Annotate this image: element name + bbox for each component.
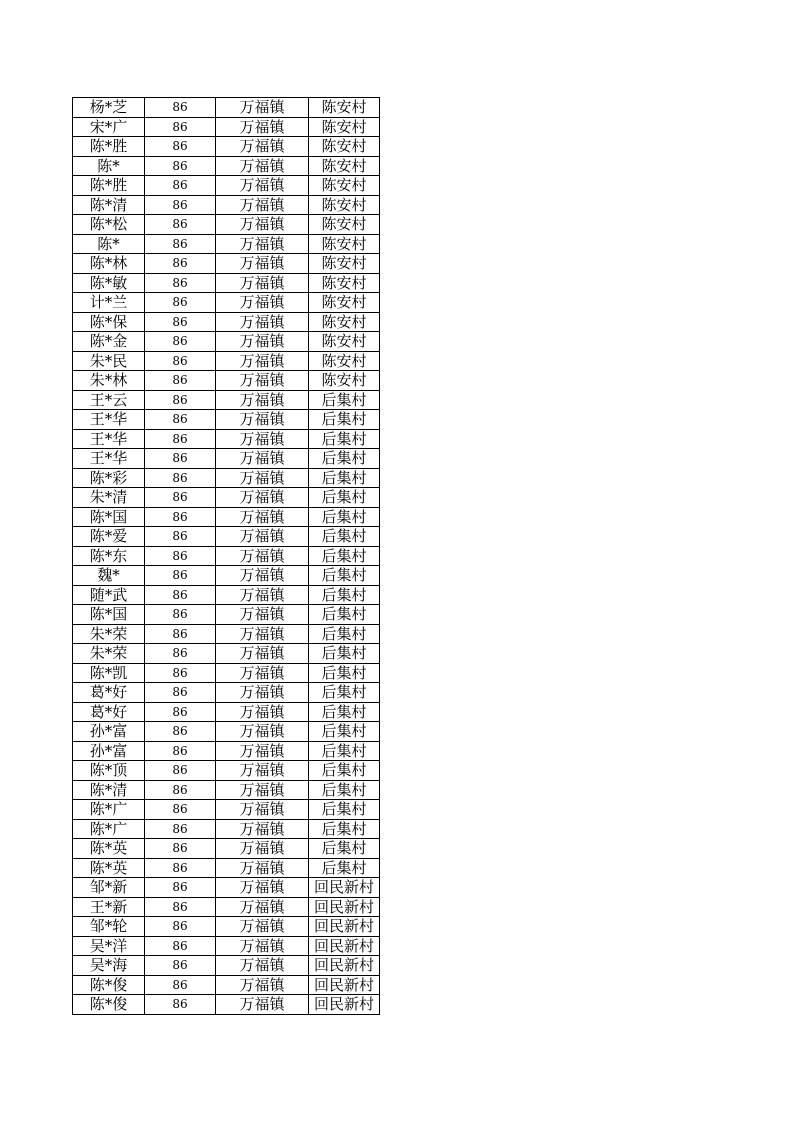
table-row [73,878,380,898]
table-row [73,761,380,781]
town-cell: 万福镇 [216,741,309,761]
number-cell: 86 [145,468,216,488]
name-cell: 邹*轮 [73,917,145,937]
data-table [72,97,380,1015]
table-row [73,215,380,235]
table-row [73,858,380,878]
number-cell: 86 [145,819,216,839]
number-cell: 86 [145,351,216,371]
village-cell: 回民新村 [309,917,380,937]
town-cell: 万福镇 [216,605,309,625]
table-row [73,195,380,215]
name-cell: 陈*清 [73,780,145,800]
village-cell: 回民新村 [309,878,380,898]
village-cell: 陈安村 [309,293,380,313]
town-cell: 万福镇 [216,878,309,898]
town-cell: 万福镇 [216,507,309,527]
name-cell: 葛*好 [73,683,145,703]
town-cell: 万福镇 [216,663,309,683]
number-cell: 86 [145,215,216,235]
number-cell: 86 [145,410,216,430]
name-cell: 陈*国 [73,507,145,527]
town-cell: 万福镇 [216,839,309,859]
name-cell: 陈*广 [73,800,145,820]
number-cell: 86 [145,605,216,625]
table-row [73,156,380,176]
name-cell: 陈*松 [73,215,145,235]
name-cell: 陈*英 [73,858,145,878]
number-cell: 86 [145,449,216,469]
town-cell: 万福镇 [216,332,309,352]
number-cell: 86 [145,234,216,254]
village-cell: 后集村 [309,507,380,527]
village-cell: 陈安村 [309,273,380,293]
town-cell: 万福镇 [216,956,309,976]
name-cell: 朱*清 [73,488,145,508]
number-cell: 86 [145,546,216,566]
number-cell: 86 [145,371,216,391]
name-cell: 陈*彩 [73,468,145,488]
table-body [73,98,380,1015]
name-cell: 吴*洋 [73,936,145,956]
number-cell: 86 [145,858,216,878]
town-cell: 万福镇 [216,624,309,644]
town-cell: 万福镇 [216,488,309,508]
number-cell: 86 [145,137,216,157]
town-cell: 万福镇 [216,195,309,215]
town-cell: 万福镇 [216,156,309,176]
table-row [73,332,380,352]
village-cell: 后集村 [309,488,380,508]
number-cell: 86 [145,956,216,976]
village-cell: 陈安村 [309,176,380,196]
town-cell: 万福镇 [216,527,309,547]
number-cell: 86 [145,702,216,722]
town-cell: 万福镇 [216,683,309,703]
town-cell: 万福镇 [216,449,309,469]
name-cell: 陈*保 [73,312,145,332]
village-cell: 回民新村 [309,936,380,956]
town-cell: 万福镇 [216,995,309,1015]
name-cell: 陈*东 [73,546,145,566]
village-cell: 后集村 [309,663,380,683]
table-row [73,936,380,956]
village-cell: 后集村 [309,761,380,781]
name-cell: 王*华 [73,429,145,449]
town-cell: 万福镇 [216,410,309,430]
town-cell: 万福镇 [216,858,309,878]
village-cell: 后集村 [309,468,380,488]
town-cell: 万福镇 [216,98,309,118]
table-row [73,117,380,137]
number-cell: 86 [145,312,216,332]
town-cell: 万福镇 [216,176,309,196]
table-row [73,351,380,371]
name-cell: 魏* [73,566,145,586]
number-cell: 86 [145,936,216,956]
town-cell: 万福镇 [216,215,309,235]
village-cell: 回民新村 [309,956,380,976]
village-cell: 回民新村 [309,897,380,917]
number-cell: 86 [145,254,216,274]
village-cell: 后集村 [309,683,380,703]
town-cell: 万福镇 [216,897,309,917]
number-cell: 86 [145,722,216,742]
name-cell: 陈*国 [73,605,145,625]
name-cell: 葛*好 [73,702,145,722]
village-cell: 后集村 [309,722,380,742]
number-cell: 86 [145,975,216,995]
town-cell: 万福镇 [216,975,309,995]
table-row [73,624,380,644]
town-cell: 万福镇 [216,917,309,937]
number-cell: 86 [145,761,216,781]
number-cell: 86 [145,644,216,664]
number-cell: 86 [145,897,216,917]
table-row [73,605,380,625]
table-row [73,722,380,742]
table-row [73,176,380,196]
table-row [73,663,380,683]
town-cell: 万福镇 [216,585,309,605]
name-cell: 孙*富 [73,741,145,761]
number-cell: 86 [145,156,216,176]
name-cell: 计*兰 [73,293,145,313]
number-cell: 86 [145,839,216,859]
table-row [73,585,380,605]
table-row [73,839,380,859]
table-row [73,488,380,508]
name-cell: 王*华 [73,410,145,430]
number-cell: 86 [145,878,216,898]
name-cell: 宋*广 [73,117,145,137]
table-row [73,995,380,1015]
table-row [73,273,380,293]
village-cell: 后集村 [309,527,380,547]
table-row [73,897,380,917]
town-cell: 万福镇 [216,312,309,332]
village-cell: 后集村 [309,819,380,839]
village-cell: 回民新村 [309,995,380,1015]
number-cell: 86 [145,488,216,508]
village-cell: 后集村 [309,429,380,449]
number-cell: 86 [145,507,216,527]
name-cell: 朱*荣 [73,644,145,664]
name-cell: 陈*金 [73,332,145,352]
town-cell: 万福镇 [216,137,309,157]
village-cell: 后集村 [309,839,380,859]
village-cell: 后集村 [309,780,380,800]
name-cell: 陈* [73,234,145,254]
town-cell: 万福镇 [216,780,309,800]
number-cell: 86 [145,332,216,352]
village-cell: 陈安村 [309,137,380,157]
town-cell: 万福镇 [216,254,309,274]
village-cell: 后集村 [309,644,380,664]
name-cell: 吴*海 [73,956,145,976]
village-cell: 后集村 [309,741,380,761]
number-cell: 86 [145,429,216,449]
name-cell: 陈*顶 [73,761,145,781]
table-row [73,702,380,722]
village-cell: 陈安村 [309,351,380,371]
name-cell: 陈*清 [73,195,145,215]
village-cell: 后集村 [309,800,380,820]
name-cell: 王*云 [73,390,145,410]
town-cell: 万福镇 [216,819,309,839]
number-cell: 86 [145,683,216,703]
village-cell: 陈安村 [309,234,380,254]
town-cell: 万福镇 [216,273,309,293]
table-row [73,390,380,410]
name-cell: 陈*敏 [73,273,145,293]
table-row [73,137,380,157]
table-row [73,975,380,995]
village-cell: 陈安村 [309,215,380,235]
name-cell: 朱*荣 [73,624,145,644]
village-cell: 后集村 [309,702,380,722]
table-row [73,507,380,527]
name-cell: 陈*林 [73,254,145,274]
table-row [73,644,380,664]
town-cell: 万福镇 [216,702,309,722]
table-row [73,371,380,391]
name-cell: 王*华 [73,449,145,469]
table-row [73,429,380,449]
town-cell: 万福镇 [216,722,309,742]
table-row [73,98,380,118]
table-row [73,956,380,976]
town-cell: 万福镇 [216,761,309,781]
name-cell: 陈*凯 [73,663,145,683]
village-cell: 陈安村 [309,156,380,176]
number-cell: 86 [145,98,216,118]
town-cell: 万福镇 [216,293,309,313]
village-cell: 后集村 [309,566,380,586]
village-cell: 后集村 [309,585,380,605]
table-row [73,917,380,937]
name-cell: 孙*富 [73,722,145,742]
table-row [73,468,380,488]
village-cell: 后集村 [309,605,380,625]
town-cell: 万福镇 [216,429,309,449]
town-cell: 万福镇 [216,800,309,820]
name-cell: 陈*俊 [73,995,145,1015]
village-cell: 陈安村 [309,371,380,391]
table-row [73,449,380,469]
table-row [73,780,380,800]
village-cell: 后集村 [309,546,380,566]
town-cell: 万福镇 [216,390,309,410]
name-cell: 朱*林 [73,371,145,391]
town-cell: 万福镇 [216,566,309,586]
town-cell: 万福镇 [216,234,309,254]
table-row [73,819,380,839]
town-cell: 万福镇 [216,936,309,956]
town-cell: 万福镇 [216,371,309,391]
number-cell: 86 [145,527,216,547]
name-cell: 陈*胜 [73,176,145,196]
number-cell: 86 [145,176,216,196]
table-row [73,683,380,703]
table-row [73,293,380,313]
name-cell: 随*武 [73,585,145,605]
number-cell: 86 [145,800,216,820]
number-cell: 86 [145,663,216,683]
name-cell: 陈*英 [73,839,145,859]
town-cell: 万福镇 [216,546,309,566]
number-cell: 86 [145,917,216,937]
name-cell: 王*新 [73,897,145,917]
town-cell: 万福镇 [216,644,309,664]
village-cell: 陈安村 [309,254,380,274]
number-cell: 86 [145,390,216,410]
name-cell: 陈*俊 [73,975,145,995]
village-cell: 后集村 [309,858,380,878]
number-cell: 86 [145,741,216,761]
number-cell: 86 [145,293,216,313]
name-cell: 陈* [73,156,145,176]
village-cell: 陈安村 [309,98,380,118]
table-row [73,312,380,332]
number-cell: 86 [145,995,216,1015]
name-cell: 陈*爱 [73,527,145,547]
table-row [73,741,380,761]
name-cell: 邹*新 [73,878,145,898]
village-cell: 陈安村 [309,312,380,332]
village-cell: 陈安村 [309,332,380,352]
table-row [73,566,380,586]
table-row [73,410,380,430]
number-cell: 86 [145,624,216,644]
name-cell: 陈*胜 [73,137,145,157]
village-cell: 后集村 [309,449,380,469]
table-row [73,234,380,254]
number-cell: 86 [145,117,216,137]
name-cell: 杨*芝 [73,98,145,118]
town-cell: 万福镇 [216,468,309,488]
number-cell: 86 [145,780,216,800]
town-cell: 万福镇 [216,351,309,371]
name-cell: 陈*广 [73,819,145,839]
village-cell: 后集村 [309,390,380,410]
table-row [73,527,380,547]
village-cell: 陈安村 [309,117,380,137]
number-cell: 86 [145,585,216,605]
town-cell: 万福镇 [216,117,309,137]
number-cell: 86 [145,273,216,293]
number-cell: 86 [145,566,216,586]
table-row [73,800,380,820]
village-cell: 后集村 [309,624,380,644]
table-row [73,546,380,566]
village-cell: 后集村 [309,410,380,430]
number-cell: 86 [145,195,216,215]
village-cell: 回民新村 [309,975,380,995]
village-cell: 陈安村 [309,195,380,215]
name-cell: 朱*民 [73,351,145,371]
table-row [73,254,380,274]
